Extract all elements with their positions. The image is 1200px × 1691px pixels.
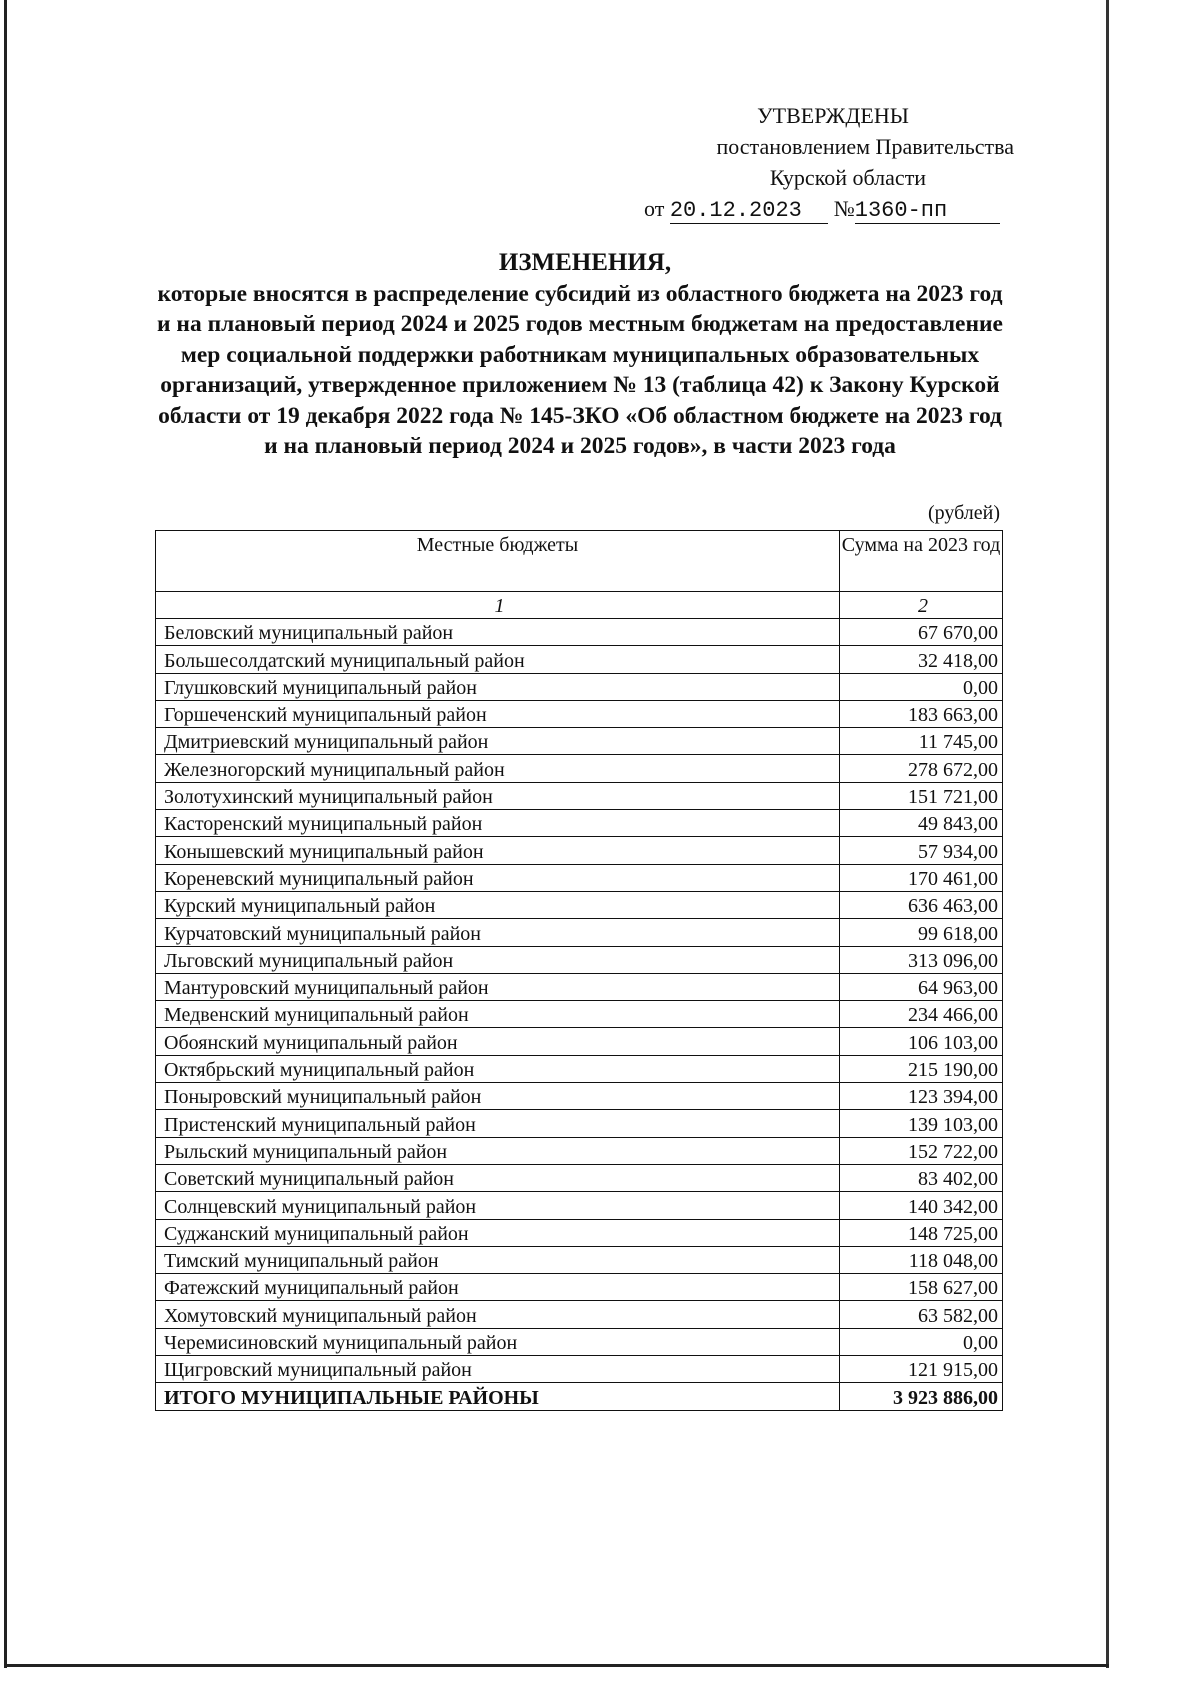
table-row	[156, 646, 1003, 673]
table-row	[156, 1164, 1003, 1191]
table-row	[156, 1001, 1003, 1028]
page-border-left	[4, 0, 7, 1668]
approval-line2: постановлением Правительства	[716, 134, 1014, 159]
district-name: Медвенский муниципальный район	[156, 1001, 840, 1028]
page-border-bottom	[4, 1664, 1109, 1667]
district-name: Льговский муниципальный район	[156, 946, 840, 973]
table-row	[156, 1083, 1003, 1110]
total-amount: 3 923 886,00	[840, 1383, 1003, 1410]
table-row	[156, 1192, 1003, 1219]
district-amount: 139 103,00	[840, 1110, 1003, 1137]
district-name: Рыльский муниципальный район	[156, 1137, 840, 1164]
table-row	[156, 864, 1003, 891]
district-name: Горшеченский муниципальный район	[156, 700, 840, 727]
district-amount: 63 582,00	[840, 1301, 1003, 1328]
district-amount: 0,00	[840, 673, 1003, 700]
title-body: которые вносятся в распределение субсидий из областного бюджета на 2023 год и на плановый период 2024 и 2025 годов местным бюджетам на предоставление мер социальной поддержки работникам муниципальных образовательных организаций, утвержденное приложением № 13 (таблица 42) к Закону Курской области от 19 декабря 2022 года № 145-ЗКО «Об областном бюджете на 2023 год и на плановый период 2024 и 2025 годов», в части 2023 года	[157, 280, 1003, 459]
district-amount: 11 745,00	[840, 728, 1003, 755]
approval-date: 20.12.2023	[669, 198, 802, 223]
table-row	[156, 1274, 1003, 1301]
table-row	[156, 1328, 1003, 1355]
document-title	[150, 248, 1010, 462]
district-name: Конышевский муниципальный район	[156, 837, 840, 864]
district-amount: 215 190,00	[840, 1055, 1003, 1082]
district-amount: 106 103,00	[840, 1028, 1003, 1055]
district-amount: 49 843,00	[840, 810, 1003, 837]
district-amount: 121 915,00	[840, 1356, 1003, 1383]
district-name: Беловский муниципальный район	[156, 619, 840, 646]
approval-block	[600, 100, 1020, 226]
district-amount: 148 725,00	[840, 1219, 1003, 1246]
district-name: Хомутовский муниципальный район	[156, 1301, 840, 1328]
table-row	[156, 810, 1003, 837]
approval-number: 1360-пп	[854, 198, 948, 223]
approval-line3: Курской области	[769, 165, 927, 190]
district-amount: 64 963,00	[840, 973, 1003, 1000]
district-name: Октябрьский муниципальный район	[156, 1055, 840, 1082]
district-name: Железногорский муниципальный район	[156, 755, 840, 782]
total-row	[156, 1383, 1003, 1410]
district-amount: 67 670,00	[840, 619, 1003, 646]
header-local-budgets: Местные бюджеты	[156, 531, 840, 592]
page-border-right	[1106, 0, 1109, 1668]
district-name: Суджанский муниципальный район	[156, 1219, 840, 1246]
district-amount: 123 394,00	[840, 1083, 1003, 1110]
district-amount: 32 418,00	[840, 646, 1003, 673]
district-name: Касторенский муниципальный район	[156, 810, 840, 837]
table-row	[156, 891, 1003, 918]
table-row	[156, 1055, 1003, 1082]
col-number-2: 2	[840, 592, 1003, 619]
number-prefix: №	[833, 196, 855, 221]
district-name: Мантуровский муниципальный район	[156, 973, 840, 1000]
table-row	[156, 1219, 1003, 1246]
district-amount: 313 096,00	[840, 946, 1003, 973]
district-name: Курский муниципальный район	[156, 891, 840, 918]
district-amount: 636 463,00	[840, 891, 1003, 918]
table-row	[156, 973, 1003, 1000]
district-amount: 158 627,00	[840, 1274, 1003, 1301]
district-name: Золотухинский муниципальный район	[156, 782, 840, 809]
district-name: Кореневский муниципальный район	[156, 864, 840, 891]
table-row	[156, 673, 1003, 700]
title-heading: ИЗМЕНЕНИЯ,	[498, 249, 672, 276]
table-row	[156, 619, 1003, 646]
table-row	[156, 1301, 1003, 1328]
table-row	[156, 728, 1003, 755]
table-row	[156, 1246, 1003, 1273]
district-amount: 83 402,00	[840, 1164, 1003, 1191]
header-sum: Сумма на 2023 год	[840, 531, 1003, 592]
table-row	[156, 700, 1003, 727]
district-name: Черемисиновский муниципальный район	[156, 1328, 840, 1355]
district-name: Большесолдатский муниципальный район	[156, 646, 840, 673]
district-amount: 183 663,00	[840, 700, 1003, 727]
table-row	[156, 837, 1003, 864]
district-amount: 99 618,00	[840, 919, 1003, 946]
district-name: Тимский муниципальный район	[156, 1246, 840, 1273]
district-amount: 0,00	[840, 1328, 1003, 1355]
district-name: Пристенский муниципальный район	[156, 1110, 840, 1137]
table-row	[156, 782, 1003, 809]
district-amount: 170 461,00	[840, 864, 1003, 891]
district-amount: 151 721,00	[840, 782, 1003, 809]
table-row	[156, 946, 1003, 973]
unit-label: (рублей)	[927, 502, 1000, 524]
approval-line1: УТВЕРЖДЕНЫ	[757, 103, 909, 128]
district-name: Дмитриевский муниципальный район	[156, 728, 840, 755]
district-name: Щигровский муниципальный район	[156, 1356, 840, 1383]
district-amount: 140 342,00	[840, 1192, 1003, 1219]
table-row	[156, 1028, 1003, 1055]
total-label: ИТОГО МУНИЦИПАЛЬНЫЕ РАЙОНЫ	[156, 1383, 840, 1410]
table-row	[156, 755, 1003, 782]
district-name: Обоянский муниципальный район	[156, 1028, 840, 1055]
table-row	[156, 1137, 1003, 1164]
district-name: Фатежский муниципальный район	[156, 1274, 840, 1301]
approval-date-line	[600, 193, 1020, 226]
district-amount: 57 934,00	[840, 837, 1003, 864]
district-name: Курчатовский муниципальный район	[156, 919, 840, 946]
table-row	[156, 919, 1003, 946]
district-amount: 234 466,00	[840, 1001, 1003, 1028]
district-amount: 152 722,00	[840, 1137, 1003, 1164]
district-name: Солнцевский муниципальный район	[156, 1192, 840, 1219]
district-name: Глушковский муниципальный район	[156, 673, 840, 700]
district-amount: 278 672,00	[840, 755, 1003, 782]
district-amount: 118 048,00	[840, 1246, 1003, 1273]
table-row	[156, 1110, 1003, 1137]
date-prefix: от	[644, 196, 665, 221]
table-row	[156, 1356, 1003, 1383]
district-name: Поныровский муниципальный район	[156, 1083, 840, 1110]
col-number-1: 1	[156, 592, 840, 619]
budget-table	[155, 530, 1003, 1411]
district-name: Советский муниципальный район	[156, 1164, 840, 1191]
